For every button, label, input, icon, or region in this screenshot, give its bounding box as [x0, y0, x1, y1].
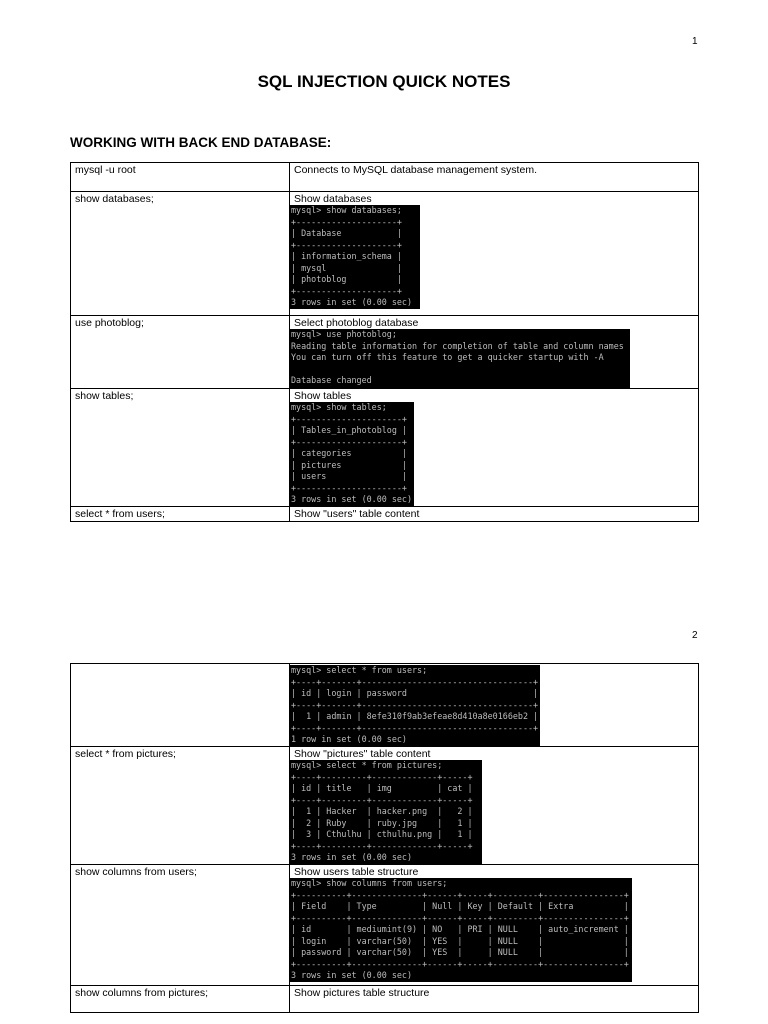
description-cell [290, 747, 699, 865]
terminal-screenshot: mysql> select * from pictures; +----+---------+-------------+-----+ | id | title | img | cat | +----+---------+-------------+-----+ | 1 | Hacker | hacker.png | 2 | | 2 | Ruby | ruby.jpg | 1 | | 3 | Cthulhu | cthulhu.png | 1 | +----+---------+-------------+-----+ 3 rows in set (0.00 sec) [290, 760, 482, 864]
description-cell [290, 163, 699, 192]
table-row [71, 865, 699, 986]
commands-table-page-2 [70, 663, 699, 1013]
description-text: Show users table structure [294, 866, 419, 879]
terminal-screenshot: mysql> show columns from users; +----------+--------------+------+-----+---------+----------------+ | Field | Type | Null | Key | Default | Extra | +----------+--------------+------+-----+---------+----------------+ | id | mediumint(9) | NO | PRI | NULL | auto_increment | | login | varchar(50) | YES | | NULL | | | password | varchar(50) | YES | | NULL | | +----------+--------------+------+-----+---------+----------------+ 3 rows in set (0.00 sec) [290, 878, 632, 982]
command-cell: use photoblog; [71, 316, 290, 389]
table-row [71, 747, 699, 865]
description-cell [290, 664, 699, 747]
section-heading: WORKING WITH BACK END DATABASE: [70, 135, 332, 150]
description-cell [290, 507, 699, 522]
command-cell: show columns from users; [71, 865, 290, 986]
table-row [71, 163, 699, 192]
command-cell: select * from pictures; [71, 747, 290, 865]
terminal-screenshot: mysql> show databases; +--------------------+ | Database | +--------------------+ | information_schema | | mysql | | photoblog | +--------------------+ 3 rows in set (0.00 sec) [290, 205, 420, 309]
description-cell [290, 192, 699, 316]
commands-table-page-1 [70, 162, 699, 522]
terminal-screenshot: mysql> use photoblog; Reading table information for completion of table and column names You can turn off this feature to get a quicker startup with -A Database changed [290, 329, 630, 388]
command-cell: show columns from pictures; [71, 986, 290, 1013]
table-row [71, 986, 699, 1013]
description-cell [290, 389, 699, 507]
description-text: Show tables [294, 390, 352, 403]
table-row [71, 192, 699, 316]
terminal-screenshot: mysql> select * from users; +----+-------+----------------------------------+ | id | login | password | +----+-------+----------------------------------+ | 1 | admin | 8efe310f9ab3efeae8d410a8e0166eb2 | +----+-------+----------------------------------+ 1 row in set (0.00 sec) [291, 665, 539, 744]
description-text: Show "users" table content [294, 508, 420, 521]
command-cell: select * from users; [71, 507, 290, 522]
command-cell [71, 664, 290, 747]
command-cell: mysql -u root [71, 163, 290, 192]
description-text: Show databases [294, 193, 372, 205]
table-row [71, 316, 699, 389]
description-text: Select photoblog database [294, 317, 419, 329]
description-cell [290, 986, 699, 1013]
description-text: Show "pictures" table content [294, 748, 431, 760]
page-number: 2 [692, 630, 698, 641]
table-row [71, 664, 699, 747]
command-cell: show tables; [71, 389, 290, 507]
document-title: SQL INJECTION QUICK NOTES [257, 72, 511, 91]
description-text: Connects to MySQL database management system. [294, 164, 537, 176]
command-cell: show databases; [71, 192, 290, 316]
page-number: 1 [692, 36, 698, 47]
description-cell [290, 316, 699, 389]
description-text: Show pictures table structure [294, 987, 430, 1000]
terminal-screenshot: mysql> show tables; +---------------------+ | Tables_in_photoblog | +---------------------+ | categories | | pictures | | users | +---------------------+ 3 rows in set (0.00 sec) [291, 402, 413, 505]
table-row [71, 389, 699, 507]
description-cell [290, 865, 699, 986]
table-row [71, 507, 699, 522]
